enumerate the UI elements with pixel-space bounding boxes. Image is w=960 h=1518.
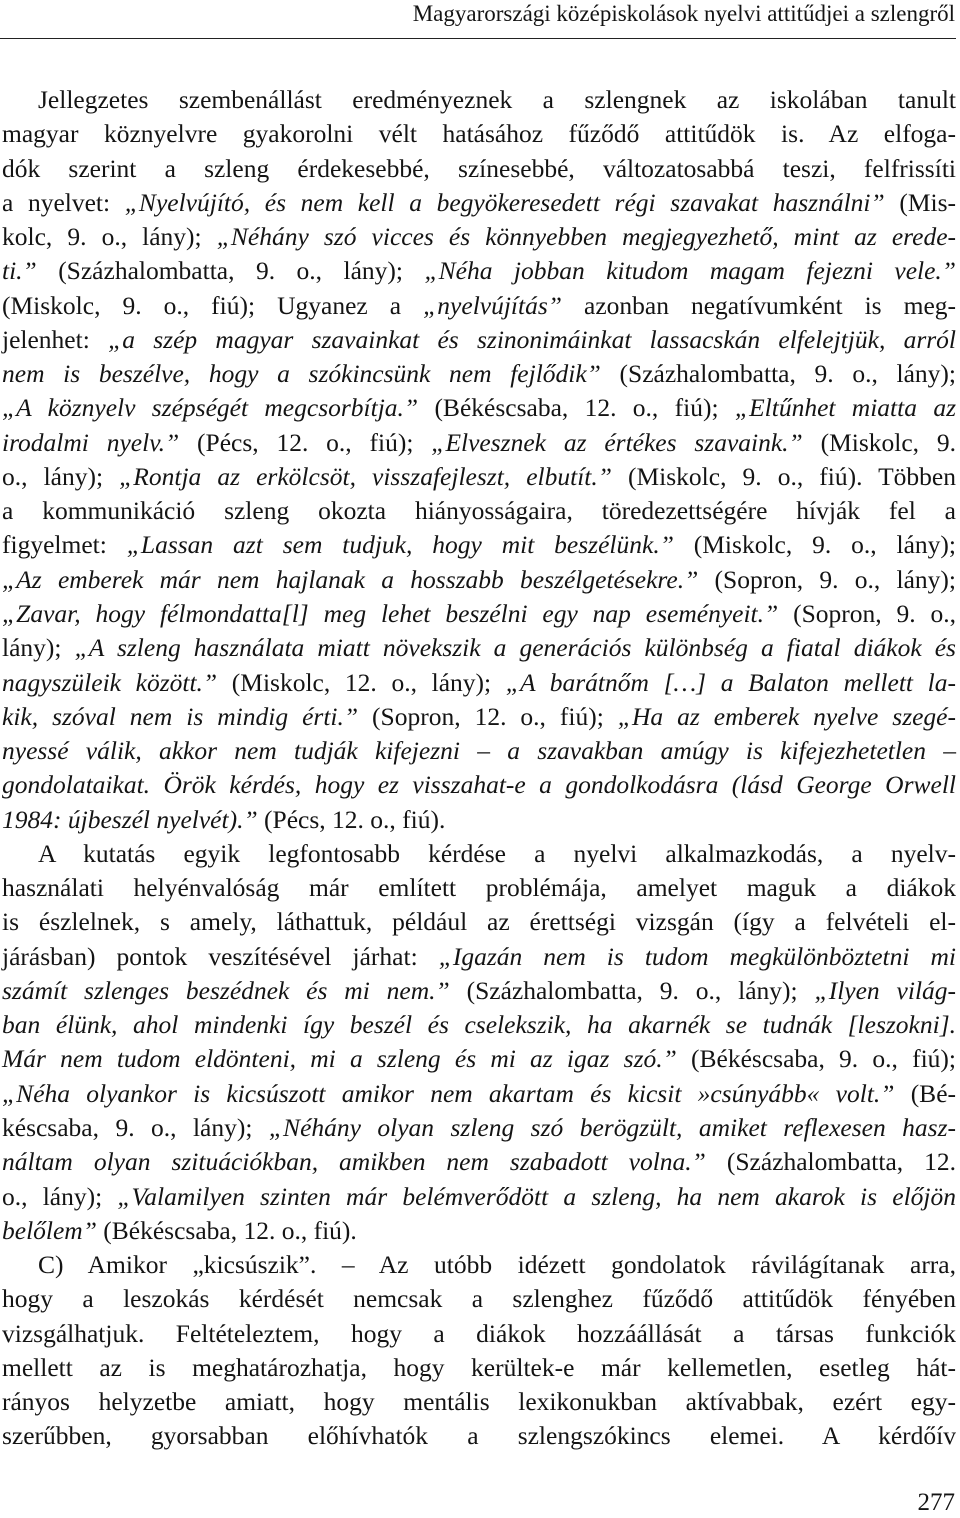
text-line: [2, 528, 956, 562]
text-run: dók szerint a szleng érdekesebbé, színesebbé, változatosabbá teszi, felfrissíti: [2, 153, 956, 183]
text-line: [2, 563, 956, 597]
quoted-text: „Néhány szó vicces és könnyebben megjegyezhető, mint az erede-: [216, 222, 956, 252]
text-run: járásban) pontok veszítésével járhat:: [2, 941, 439, 971]
quoted-text: náltam olyan szituációkban, amikben nem szabadott volna.”: [2, 1147, 706, 1177]
quoted-text: „Elvesznek az értékes szavaink.”: [431, 427, 803, 457]
paragraph: [2, 837, 956, 1248]
quoted-text: nem is beszélve, hogy a szókincsünk nem fejlődik”: [2, 359, 601, 389]
quoted-text: „Igazán nem is tudom megkülönböztetni mi: [438, 941, 956, 971]
text-run: (Miskolc, 9. o., lány);: [673, 530, 956, 560]
text-run: is észlelnek, s amely, láthattuk, például az érettségi vizsgán (így a felvételi el-: [2, 907, 956, 937]
quoted-text: „Ha az emberek nyelve szegé-: [617, 701, 956, 731]
text-run: (Százhalombatta, 9. o., lány);: [600, 359, 957, 389]
text-run: figyelmet:: [2, 530, 127, 560]
quoted-text: Már nem tudom eldönteni, mi a szleng és mi az igaz szó.”: [2, 1044, 677, 1074]
text-run: o., lány);: [2, 1181, 118, 1211]
quoted-text: „a szép magyar szavainkat és szinonimáinkat lassacskán elfelejtjük, arról: [108, 324, 957, 354]
text-line: [2, 186, 956, 220]
text-line: [2, 905, 956, 939]
quoted-text: belőlem”: [2, 1215, 97, 1245]
paragraph: [2, 1248, 956, 1454]
text-line: [2, 494, 956, 528]
text-run: (Békéscsaba, 12. o., fiú);: [418, 393, 735, 423]
text-run: (Pécs, 12. o., fiú);: [179, 427, 432, 457]
quoted-text: „Néhány olyan szleng szó berögzült, amiket reflexesen hasz-: [268, 1112, 956, 1142]
quoted-text: „A köznyelv szépségét megcsorbítja.”: [2, 393, 419, 423]
paragraph: [2, 83, 956, 837]
text-run: Jellegzetes szembenállást eredményeznek a szlengnek az iskolában tanult: [38, 85, 956, 114]
text-line: [2, 1145, 956, 1179]
body-text: [2, 83, 956, 1454]
text-line: [2, 940, 956, 974]
text-line: [2, 597, 956, 631]
text-line: [2, 803, 956, 837]
text-run: (Pécs, 12. o., fiú).: [257, 804, 446, 834]
text-run: (Miskolc, 9.: [802, 427, 956, 457]
text-line: [2, 768, 956, 802]
text-line: [2, 152, 956, 186]
text-line: [2, 1351, 956, 1385]
quoted-text: „Ilyen világ-: [814, 975, 957, 1005]
quoted-text: „Rontja az erkölcsöt, visszafejleszt, elbutít.”: [119, 461, 612, 491]
text-run: hogy a leszokás kérdését nemcsak a szlenghez fűződő attitűdök fényében: [2, 1284, 956, 1314]
text-line: [2, 871, 956, 905]
text-line: [2, 1042, 956, 1076]
text-line: [2, 1008, 956, 1042]
text-line: [2, 631, 956, 665]
text-run: A kutatás egyik legfontosabb kérdése a nyelvi alkalmazkodás, a nyelv-: [38, 838, 956, 868]
quoted-text: „A barátnőm […] a Balaton mellett la-: [505, 667, 956, 697]
text-line: [2, 117, 956, 151]
text-line: [2, 289, 956, 323]
quoted-text: nagyszüleik között.”: [2, 667, 218, 697]
quoted-text: 1984: újbeszél nyelvét).”: [2, 804, 258, 834]
text-line: [2, 700, 956, 734]
text-run: o., lány);: [2, 461, 120, 491]
text-run: (Miskolc, 12. o., lány);: [217, 667, 506, 697]
text-line: [2, 1111, 956, 1145]
page-number: 277: [917, 1489, 955, 1516]
text-run: vizsgálhatjuk. Feltételeztem, hogy a diákok hozzáállását a társas funkciók: [2, 1318, 956, 1348]
text-run: (Békéscsaba, 9. o., fiú);: [676, 1044, 956, 1074]
text-run: (Sopron, 12. o., fiú);: [358, 701, 618, 731]
text-run: használati helyénvalóság már említett problémája, amelyet maguk a diákok: [2, 873, 956, 903]
text-line: [2, 837, 956, 871]
text-line: [2, 460, 956, 494]
quoted-text: „Valamilyen szinten már belémverődött a szleng, ha nem akarok is előjön: [117, 1181, 956, 1211]
text-run: (Sopron, 9. o.,: [778, 598, 956, 628]
text-run: (Miskolc, 9. o., fiú). Többen: [611, 461, 956, 491]
quoted-text: „Eltűnhet miatta az: [734, 393, 956, 423]
text-run: lány);: [2, 633, 75, 663]
text-line: [2, 734, 956, 768]
quoted-text: „nyelvújítás”: [423, 290, 562, 320]
text-line: [2, 323, 956, 357]
text-run: (Sopron, 9. o., lány);: [698, 564, 956, 594]
text-run: azonban negatívumként is meg-: [561, 290, 957, 320]
text-line: [2, 1385, 956, 1419]
text-run: a kommunikáció szleng okozta hiányosságaira, töredezettségére hívják fel a: [2, 496, 956, 526]
text-line: [2, 974, 956, 1008]
text-run: a nyelvet:: [2, 187, 125, 217]
text-line: [2, 220, 956, 254]
text-line: [2, 83, 956, 117]
text-run: mellett az is meghatározhatja, hogy kerültek-e már kellemetlen, esetleg hát-: [2, 1352, 956, 1382]
quoted-text: „Zavar, hogy félmondatta[l] meg lehet beszélni egy nap eseményeit.”: [2, 598, 779, 628]
text-run: kolc, 9. o., lány);: [2, 222, 217, 252]
text-line: [2, 1248, 956, 1282]
text-line: [2, 1317, 956, 1351]
text-run: (Százhalombatta, 9. o., lány);: [449, 975, 815, 1005]
text-line: [2, 426, 956, 460]
text-line: [2, 391, 956, 425]
quoted-text: kik, szóval nem is mindig érti.”: [2, 701, 359, 731]
text-line: [2, 357, 956, 391]
text-run: (Mis-: [884, 187, 956, 217]
text-line: [2, 1419, 956, 1453]
text-line: [2, 1214, 956, 1248]
quoted-text: „Lassan azt sem tudjuk, hogy mit beszélünk.”: [126, 530, 674, 560]
text-run: szerűbben, gyorsabban előhívhatók a szlengszókincs elemei. A kérdőív: [2, 1421, 956, 1451]
text-run: (Százhalombatta, 12.: [705, 1147, 956, 1177]
quoted-text: „Nyelvújító, és nem kell a begyökeresedett régi szavakat használni”: [124, 187, 885, 217]
text-run: (Békéscsaba, 12. o., fiú).: [96, 1215, 357, 1245]
text-line: [2, 254, 956, 288]
quoted-text: „Néha jobban kitudom magam fejezni vele.”: [424, 256, 956, 286]
header-rule: [0, 38, 956, 39]
text-line: [2, 1282, 956, 1316]
quoted-text: nyessé válik, akkor nem tudják kifejezni – a szavakban amúgy is kifejezhetetlen –: [2, 736, 956, 766]
text-run: (Bé-: [894, 1078, 957, 1108]
text-line: [2, 1077, 956, 1111]
quoted-text: „Néha olyankor is kicsúszott amikor nem akartam és kicsit »csúnyább« volt.”: [2, 1078, 895, 1108]
quoted-text: irodalmi nyelv.”: [2, 427, 180, 457]
text-run: (Miskolc, 9. o., fiú); Ugyanez a: [2, 290, 424, 320]
quoted-text: számít szlenges beszédnek és mi nem.”: [2, 975, 450, 1005]
text-run: jelenhet:: [2, 324, 109, 354]
text-line: [2, 1180, 956, 1214]
quoted-text: „Az emberek már nem hajlanak a hosszabb beszélgetésekre.”: [2, 564, 699, 594]
running-header: Magyarországi középiskolások nyelvi attitűdjei a szlengről: [412, 1, 955, 26]
quoted-text: ban élünk, ahol mindenki így beszél és cselekszik, ha akarnék se tudnák [leszokni].: [2, 1010, 956, 1040]
text-line: [2, 666, 956, 700]
text-run: rányos helyzetbe amiatt, hogy mentális lexikonukban aktívabbak, ezért egy-: [2, 1387, 956, 1417]
quoted-text: gondolataikat. Örök kérdés, hogy ez visszahat-e a gondolkodásra (lásd George Orwell: [2, 770, 956, 800]
quoted-text: „A szleng használata miatt növekszik a generációs különbség a fiatal diákok és: [74, 633, 956, 663]
text-run: C) Amikor „kicsúszik”. – Az utóbb idézett gondolatok rávilágítanak arra,: [38, 1250, 956, 1280]
text-run: (Százhalombatta, 9. o., lány);: [36, 256, 425, 286]
quoted-text: ti.”: [2, 256, 37, 286]
text-run: magyar köznyelvre gyakorolni vélt hatásához fűződő attitűdök is. Az elfoga-: [2, 119, 956, 149]
text-run: késcsaba, 9. o., lány);: [2, 1112, 269, 1142]
